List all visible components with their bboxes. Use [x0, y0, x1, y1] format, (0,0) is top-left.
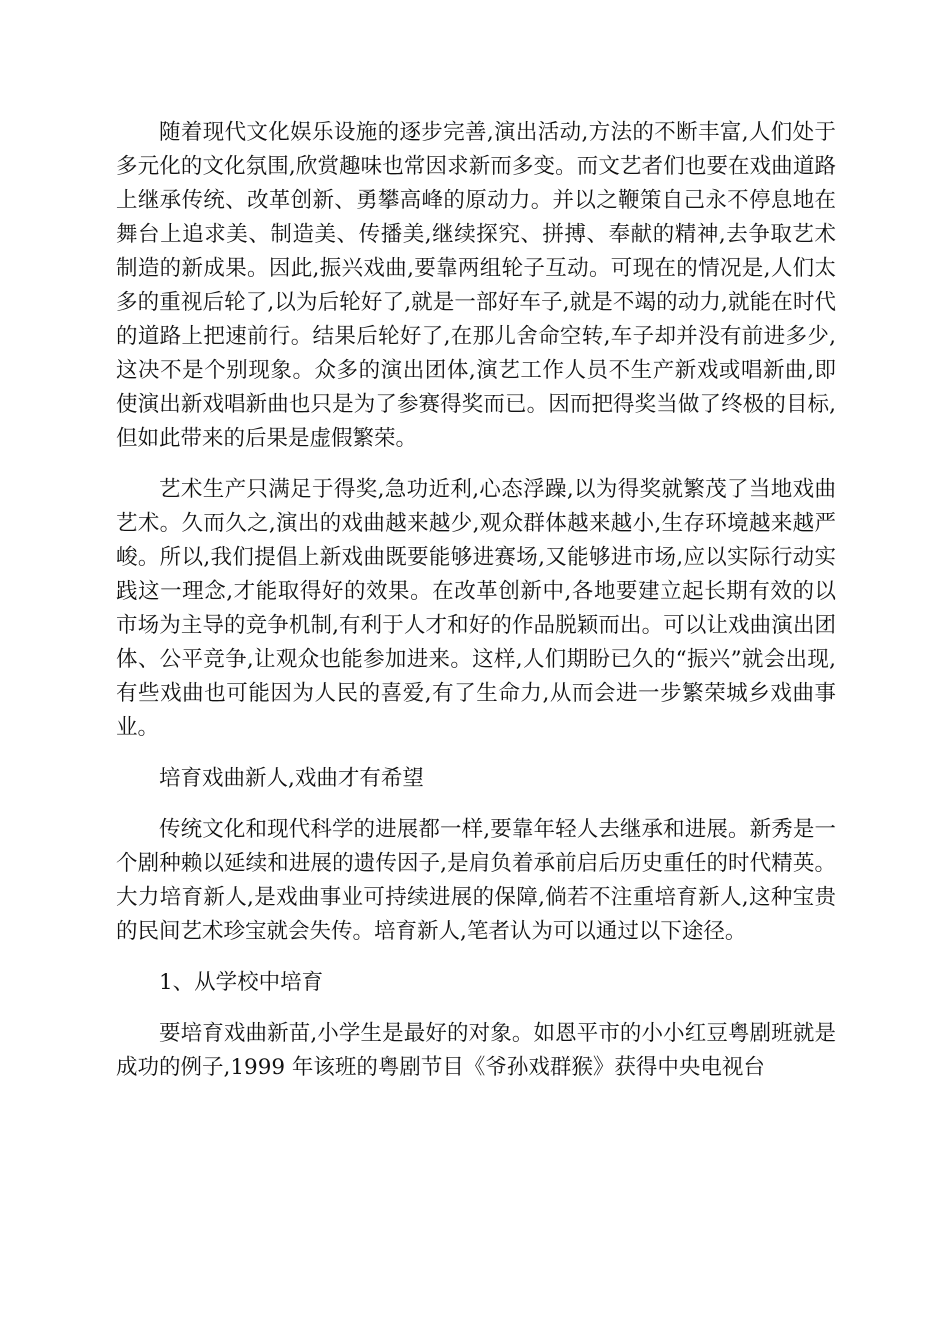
paragraph-2: 艺术生产只满足于得奖,急功近利,心态浮躁,以为得奖就繁茂了当地戏曲艺术。久而久之,演出的戏曲越来越少,观众群体越来越小,生存环境越来越严峻。所以,我们提倡上新戏曲既要能够进赛场,又能够进市场,应以实际行动实践这一理念,才能取得好的效果。在改革创新中,各地要建立起长期有效的以市场为主导的竞争机制,有利于人才和好的作品脱颖而出。可以让戏曲演出团体、公平竞争,让观众也能参加进来。这样,人们期盼已久的“振兴”就会出现,有些戏曲也可能因为人民的喜爱,有了生命力,从而会进一步繁荣城乡戏曲事业。 [116, 477, 836, 740]
section-heading-cultivate-newcomers: 培育戏曲新人,戏曲才有希望 [159, 766, 424, 791]
paragraph-4: 要培育戏曲新苗,小学生是最好的对象。如恩平市的小小红豆粤剧班就是成功的例子,1999 年该班的粤剧节目《爷孙戏群猴》获得中央电视台 [116, 1021, 836, 1080]
document-body [116, 116, 836, 1102]
paragraph-3: 传统文化和现代科学的进展都一样,要靠年轻人去继承和进展。新秀是一个剧种赖以延续和进展的遗传因子,是肩负着承前启后历史重任的时代精英。大力培育新人,是戏曲事业可持续进展的保障,倘若不注重培育新人,这种宝贵的民间艺术珍宝就会失传。培育新人,笔者认为可以通过以下途径。 [116, 817, 836, 944]
paragraph-1: 随着现代文化娱乐设施的逐步完善,演出活动,方法的不断丰富,人们处于多元化的文化氛围,欣赏趣味也常因求新而多变。而文艺者们也要在戏曲道路上继承传统、改革创新、勇攀高峰的原动力。并以之鞭策自己永不停息地在舞台上追求美、制造美、传播美,继续探究、拼搏、奉献的精神,去争取艺术制造的新成果。因此,振兴戏曲,要靠两组轮子互动。可现在的情况是,人们太多的重视后轮了,以为后轮好了,就是一部好车子,就是不竭的动力,就能在时代的道路上把速前行。结果后轮好了,在那儿舍命空转,车子却并没有前进多少,这决不是个别现象。众多的演出团体,演艺工作人员不生产新戏或唱新曲,即使演出新戏唱新曲也只是为了参赛得奖而已。因而把得奖当做了终极的目标,但如此带来的后果是虚假繁荣。 [116, 120, 836, 451]
subheading-from-schools: 1、从学校中培育 [159, 970, 324, 995]
